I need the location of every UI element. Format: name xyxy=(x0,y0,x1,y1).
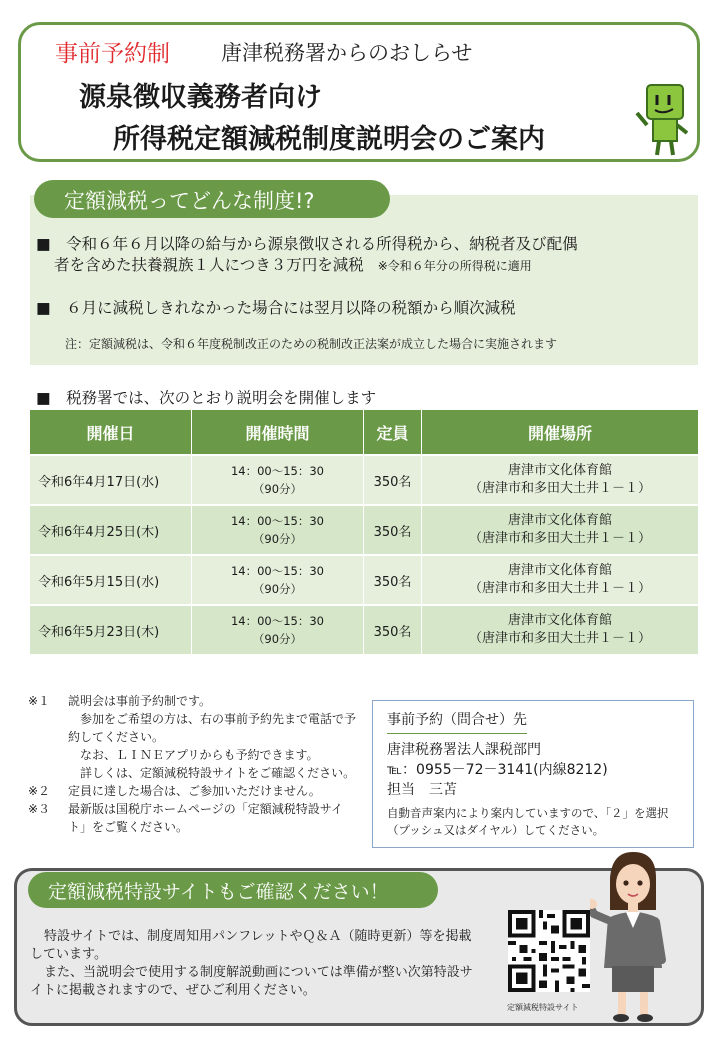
row-venue: 唐津市文化体育館 xyxy=(507,513,612,528)
row-date: 令和6年5月23日(木) xyxy=(30,606,192,654)
row-time-cell xyxy=(192,556,364,604)
special-site-heading: 定額減税特設サイトもご確認ください！ xyxy=(28,872,438,908)
bullet-1: ■ 令和６年６月以降の給与から源泉徴収される所得税から、納税者及び配偶 xyxy=(36,235,578,253)
mascot-character-icon xyxy=(633,79,693,157)
seminar-table xyxy=(30,410,698,654)
row-capacity: 350名 xyxy=(364,456,422,504)
footnotes xyxy=(28,692,358,836)
row-time-cell xyxy=(192,506,364,554)
row-time: 14：00～15：30 xyxy=(230,614,325,628)
staff-woman-illustration-icon xyxy=(590,848,676,1024)
row-address: （唐津市和多田大土井１－１） xyxy=(468,631,651,646)
contact-box xyxy=(372,700,694,848)
contact-dept: 唐津税務署法人課税部門 xyxy=(387,742,541,758)
note-3-text: 最新版は国税庁ホームページの「定額減税特設サイト」をご覧ください。 xyxy=(68,802,343,834)
special-site-p2: また、当説明会で使用する制度解説動画については準備が整い次第特設サイトに掲載されますので、ぜひご利用ください。 xyxy=(30,965,473,998)
contact-title: 事前予約（問合せ）先 xyxy=(387,709,527,734)
header-time: 開催時間 xyxy=(192,410,364,454)
row-capacity: 350名 xyxy=(364,506,422,554)
table-row xyxy=(30,554,698,604)
row-venue: 唐津市文化体育館 xyxy=(507,613,612,628)
bullet-1-line2: 者を含めた扶養親族１人につき３万円を減税 xyxy=(54,256,364,274)
qr-label: 定額減税特設サイト xyxy=(507,1003,579,1012)
row-capacity: 350名 xyxy=(364,556,422,604)
row-time: 14：00～15：30 xyxy=(230,464,325,478)
row-venue-cell xyxy=(422,456,698,504)
row-time-cell xyxy=(192,456,364,504)
office-notice: 唐津税務署からのおしらせ xyxy=(221,41,473,65)
note-2-text: 定員に達した場合は、ご参加いただけません。 xyxy=(68,784,321,798)
bullet-1-note: ※令和６年分の所得税に適用 xyxy=(377,259,532,273)
header-venue: 開催場所 xyxy=(527,423,592,443)
row-duration: （90分） xyxy=(252,532,303,546)
row-duration: （90分） xyxy=(252,632,303,646)
table-row xyxy=(30,604,698,654)
row-address: （唐津市和多田大土井１－１） xyxy=(468,581,651,596)
row-time: 14：00～15：30 xyxy=(230,514,325,528)
contact-note: 自動音声案内により案内していますので、「２」を選択（プッシュ又はダイヤル）してください。 xyxy=(387,806,669,837)
table-row xyxy=(30,504,698,554)
note-2-mark: ※２ xyxy=(28,784,51,798)
special-site-p1: 特設サイトでは、制度周知用パンフレットやＱ＆Ａ（随時更新）等を掲載しています。 xyxy=(30,929,472,962)
row-date: 令和6年4月17日(水) xyxy=(30,456,192,504)
row-venue-cell xyxy=(422,506,698,554)
table-row xyxy=(30,454,698,504)
row-venue-cell xyxy=(422,606,698,654)
note-2 xyxy=(28,782,358,800)
header-date: 開催日 xyxy=(30,410,192,454)
title-line2: 所得税定額減税制度説明会のご案内 xyxy=(113,124,545,155)
row-date: 令和6年4月25日(木) xyxy=(30,506,192,554)
special-site-text xyxy=(30,928,480,1000)
row-time: 14：00～15：30 xyxy=(230,564,325,578)
note-1-d: 詳しくは、定額減税特設サイトをご確認ください。 xyxy=(80,766,356,780)
row-duration: （90分） xyxy=(252,482,303,496)
qr-code-icon[interactable] xyxy=(508,910,590,992)
note-1-c: なお、ＬＩＮＥアプリからも予約できます。 xyxy=(80,748,319,762)
row-duration: （90分） xyxy=(252,582,303,596)
note-1-mark: ※１ xyxy=(28,694,51,708)
bullet-1-cont xyxy=(54,253,532,275)
note-1-a: 説明会は事前予約制です。 xyxy=(68,694,212,708)
tax-note: 注：定額減税は、令和６年度税制改正のための税制改正法案が成立した場合に実施されます xyxy=(65,337,558,351)
row-date: 令和6年5月15日(水) xyxy=(30,556,192,604)
bullet-2: ■ ６月に減税しきれなかった場合には翌月以降の税額から順次減税 xyxy=(36,299,516,317)
row-venue: 唐津市文化体育館 xyxy=(507,463,612,478)
system-heading: 定額減税ってどんな制度!? xyxy=(34,180,390,218)
row-address: （唐津市和多田大土井１－１） xyxy=(468,481,651,496)
note-3-mark: ※３ xyxy=(28,802,51,816)
row-address: （唐津市和多田大土井１－１） xyxy=(468,531,651,546)
note-1 xyxy=(28,692,358,782)
title-line1: 源泉徴収義務者向け xyxy=(79,82,322,113)
note-1-b: 参加をご希望の方は、右の事前予約先まで電話で予約してください。 xyxy=(68,712,357,744)
seminar-intro: ■ 税務署では、次のとおり説明会を開催します xyxy=(36,389,377,407)
header-capacity: 定員 xyxy=(364,410,422,454)
row-venue: 唐津市文化体育館 xyxy=(507,563,612,578)
row-venue-cell xyxy=(422,556,698,604)
table-header xyxy=(30,410,698,454)
reservation-tag: 事前予約制 xyxy=(55,41,170,67)
note-3 xyxy=(28,800,358,836)
row-capacity: 350名 xyxy=(364,606,422,654)
row-time-cell xyxy=(192,606,364,654)
contact-tel[interactable]: ℡：0955－72－3141(内線8212) xyxy=(387,762,608,778)
contact-person: 担当 三苫 xyxy=(387,782,457,798)
header-box xyxy=(18,22,700,162)
